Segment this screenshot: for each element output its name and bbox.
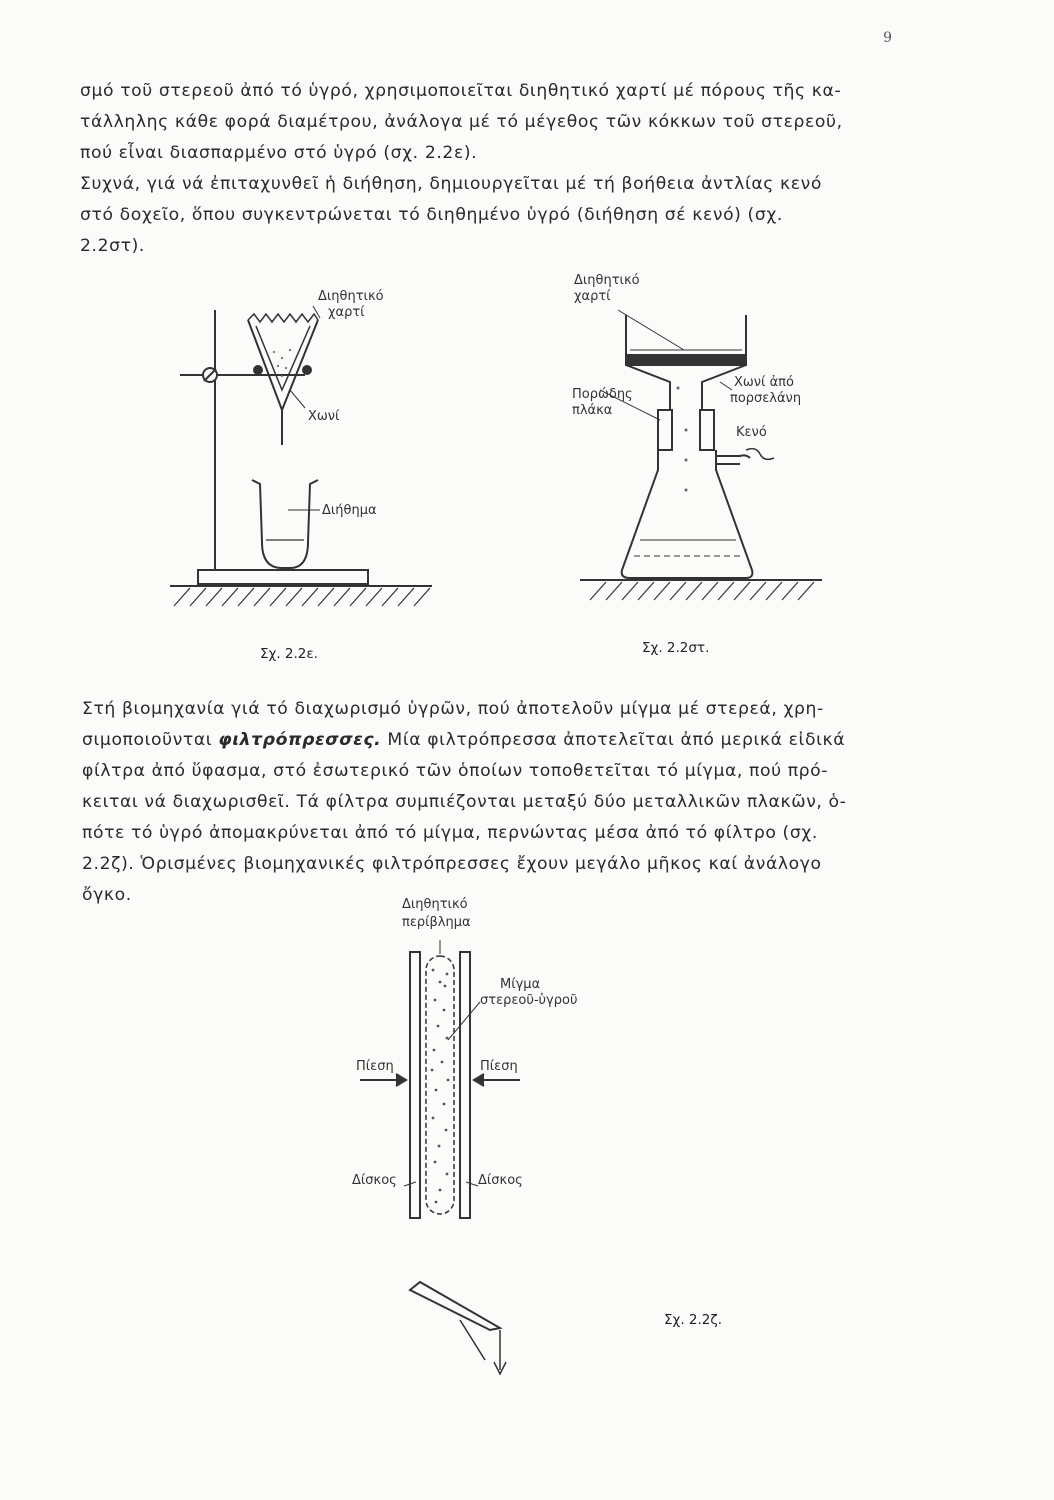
label-filter-casing-1: Διηθητικό <box>402 897 468 912</box>
side-arm <box>716 455 750 458</box>
caption-figure-st: Σχ. 2.2στ. <box>642 640 710 656</box>
stopper-left <box>658 410 672 450</box>
label-pressure-left: Πίεση <box>356 1059 394 1074</box>
text-line: 2.2ζ). Ὁρισμένες βιομηχανικές φιλτρόπρεσσες ἔχουν μεγάλο μῆκος καί ἀνάλογο <box>82 854 822 874</box>
text-line: Στή βιομηχανία γιά τό διαχωρισμό ὑγρῶν, πού ἀποτελοῦν μίγμα μέ στερεά, χρη- <box>82 699 824 719</box>
stopper-right <box>700 410 714 450</box>
text-line: πού εἶναι διασπαρμένο στό ὑγρό (σχ. 2.2ε). <box>80 143 478 163</box>
left-plate <box>410 952 420 1218</box>
beaker-outline <box>252 480 318 568</box>
label-filter-paper-2: χαρτί <box>574 289 611 304</box>
term-filter-press: φιλτρόπρεσσες. <box>218 730 382 750</box>
flask-outline <box>622 450 753 578</box>
text-line: πότε τό ὑγρό ἀπομακρύνεται ἀπό τό μίγμα, περνώντας μέσα ἀπό τό φίλτρο (σχ. <box>82 823 818 843</box>
text-line: Συχνά, γιά νά ἐπιταχυνθεῖ ἡ διήθηση, δημιουργεῖται μέ τή βοήθεια ἀντλίας κενό <box>80 174 822 194</box>
drops <box>677 387 688 492</box>
label-filter-paper-2: χαρτί <box>328 305 365 320</box>
label-filter-paper-1: Διηθητικό <box>318 289 384 304</box>
label-disk-right: Δίσκος <box>478 1173 523 1188</box>
label-porous-plate-1: Πορώδης <box>572 387 633 402</box>
simple-filtration-diagram <box>170 270 450 630</box>
right-plate <box>460 952 470 1218</box>
text-line <box>82 725 904 756</box>
label-pressure-right: Πίεση <box>480 1059 518 1074</box>
ground-hatching <box>590 582 814 600</box>
text-line: κειται νά διαχωρισθεῖ. Τά φίλτρα συμπιέζονται μεταξύ δύο μεταλλικῶν πλακῶν, ὁ- <box>82 792 847 812</box>
text-line: φίλτρα ἀπό ὕφασμα, στό ἐσωτερικό τῶν ὁποίων τοποθετεῖται τό μίγμα, πού πρό- <box>82 761 829 781</box>
porous-plate <box>626 355 746 365</box>
text-line: 2.2στ). <box>80 236 145 256</box>
label-porcelain-funnel-2: πορσελάνη <box>730 391 802 406</box>
ring-dot-right <box>303 366 311 374</box>
paragraph-filter-press <box>82 694 904 911</box>
text-line: σμό τοῦ στερεοῦ ἀπό τό ὑγρό, χρησιμοποιεῖται διηθητικό χαρτί μέ πόρους τῆς κα- <box>80 81 842 101</box>
figure-filter-press <box>340 890 640 1380</box>
ring-dot-left <box>254 366 262 374</box>
label-vacuum: Κενό <box>736 425 767 440</box>
filter-casing <box>426 956 454 1214</box>
label-filtrate: Διήθημα <box>322 503 377 518</box>
label-filter-paper-1: Διηθητικό <box>574 273 640 288</box>
figure-vacuum-filtration <box>560 270 830 620</box>
label-funnel: Χωνί <box>308 409 340 424</box>
collection-trough <box>410 1282 500 1330</box>
page-number: 9 <box>883 30 892 46</box>
text-fragment: σιμοποιοῦνται <box>82 730 213 750</box>
stand-base <box>198 570 368 584</box>
label-disk-left: Δίσκος <box>352 1173 397 1188</box>
label-porous-plate-2: πλάκα <box>572 403 613 418</box>
label-filter-casing-2: περίβλημα <box>402 915 471 930</box>
filter-paper-edge <box>248 314 318 322</box>
text-line: τάλληλης κάθε φορά διαμέτρου, ἀνάλογα μέ τό μέγεθος τῶν κόκκων τοῦ στερεοῦ, <box>80 112 843 132</box>
figure-simple-filtration <box>170 270 450 630</box>
text-line: ὄγκο. <box>82 885 132 905</box>
label-porcelain-funnel-1: Χωνί ἀπό <box>734 375 794 390</box>
label-mixture-1: Μίγμα <box>500 977 541 992</box>
caption-figure-e: Σχ. 2.2ε. <box>260 646 318 662</box>
text-fragment: Μία φιλτρόπρεσσα ἀποτελεῖται ἀπό μερικά εἰδικά <box>387 730 846 750</box>
ground-hatching <box>174 588 430 606</box>
label-mixture-2: στερεοῦ-ὑγροῦ <box>480 993 578 1008</box>
filter-press-diagram <box>340 890 640 1380</box>
paragraph-filtration <box>80 76 902 262</box>
vacuum-filtration-diagram <box>560 270 830 620</box>
mixture-granules <box>431 969 450 1204</box>
caption-figure-z: Σχ. 2.2ζ. <box>664 1312 723 1328</box>
text-line: στό δοχεῖο, ὅπου συγκεντρώνεται τό διηθημένο ὑγρό (διήθηση σέ κενό) (σχ. <box>80 205 783 225</box>
